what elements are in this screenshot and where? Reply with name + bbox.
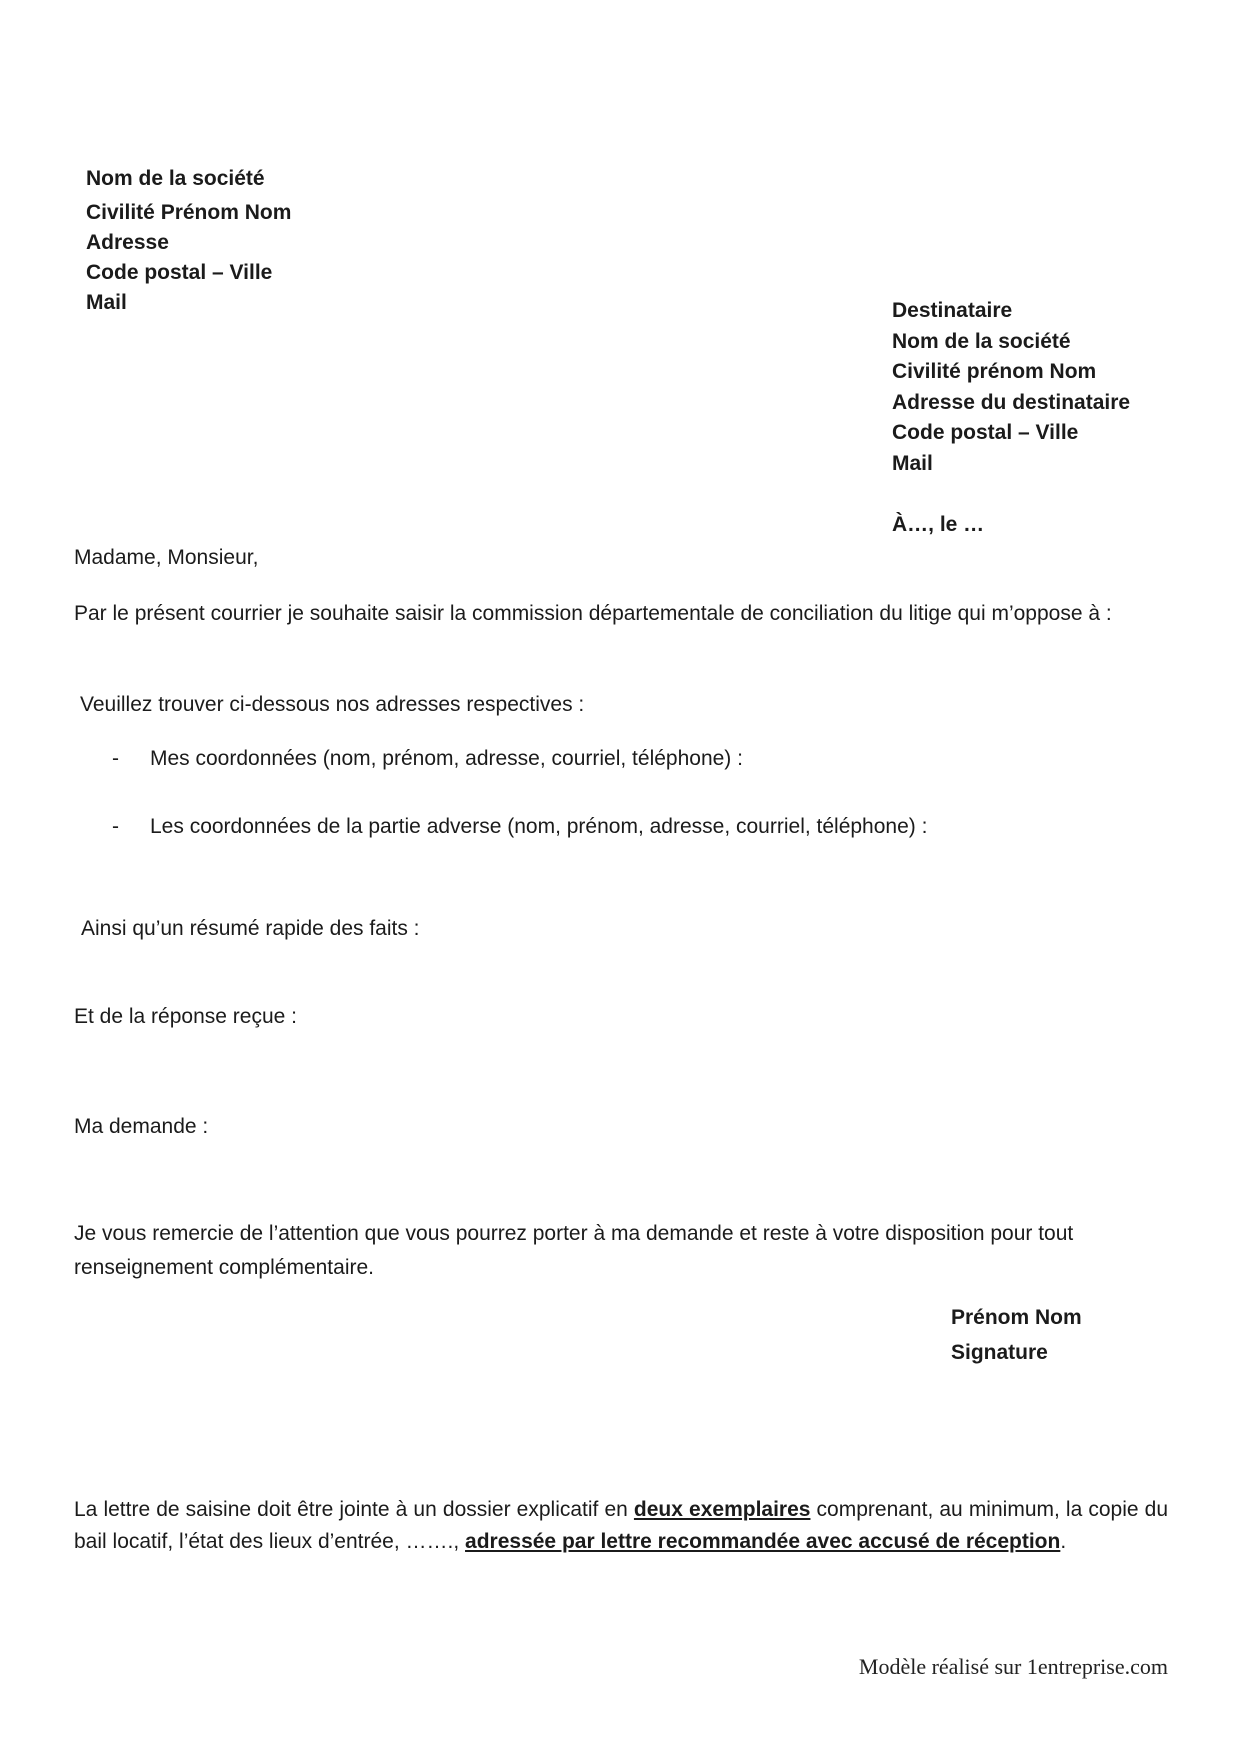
bullet-dash: -: [112, 815, 119, 838]
list-item: [112, 742, 743, 776]
list-item-text: Mes coordonnées (nom, prénom, adresse, courriel, téléphone) :: [150, 747, 743, 770]
note-text: comprenant, au minimum, la copie du bail locatif, l’état des lieux d’entrée, …….,: [74, 1498, 1169, 1553]
note-emphasis-copies: deux exemplaires: [633, 1498, 811, 1521]
signature-label: Signature: [951, 1341, 1048, 1364]
summary-label: Ainsi qu’un résumé rapide des faits :: [81, 917, 420, 940]
list-item: [112, 810, 927, 844]
sender-block: [86, 164, 291, 318]
salutation: Madame, Monsieur,: [74, 546, 259, 569]
recipient-company: Nom de la société: [892, 329, 1071, 353]
bullet-dash: -: [112, 747, 119, 770]
recipient-address: Adresse du destinataire: [892, 390, 1131, 414]
place-date: À…, le …: [892, 513, 985, 536]
sender-name: Civilité Prénom Nom: [86, 201, 292, 224]
recipient-city: Code postal – Ville: [892, 421, 1079, 444]
sender-city: Code postal – Ville: [86, 261, 273, 284]
sender-mail: Mail: [86, 291, 127, 314]
signature-name: Prénom Nom: [951, 1306, 1082, 1329]
footer-credit: Modèle réalisé sur 1entreprise.com: [858, 1654, 1168, 1679]
note-text: .: [1060, 1530, 1067, 1553]
intro-paragraph: Par le présent courrier je souhaite saisir la commission départementale de conciliation du litige qui m’oppose à :: [74, 602, 1112, 625]
note-emphasis-registered-mail: adressée par lettre recommandée avec accusé de réception: [465, 1530, 1061, 1553]
instruction-note: [74, 1494, 1168, 1558]
recipient-block: [892, 296, 1130, 479]
recipient-heading: Destinataire: [892, 299, 1013, 322]
list-item-text: Les coordonnées de la partie adverse (nom, prénom, adresse, courriel, téléphone) :: [150, 815, 928, 838]
recipient-name: Civilité prénom Nom: [892, 360, 1097, 383]
sender-address: Adresse: [86, 231, 169, 254]
note-text: La lettre de saisine doit être jointe à un dossier explicatif en: [74, 1498, 634, 1521]
response-label: Et de la réponse reçue :: [74, 1005, 297, 1028]
signature-block: [951, 1300, 1082, 1370]
recipient-mail: Mail: [892, 451, 933, 475]
request-label: Ma demande :: [74, 1115, 209, 1138]
addresses-intro: Veuillez trouver ci-dessous nos adresses respectives :: [80, 693, 585, 716]
closing-paragraph: Je vous remercie de l’attention que vous pourrez porter à ma demande et reste à votre disposition pour tout renseignement complémentaire.: [74, 1222, 1074, 1279]
sender-company: Nom de la société: [86, 167, 265, 190]
